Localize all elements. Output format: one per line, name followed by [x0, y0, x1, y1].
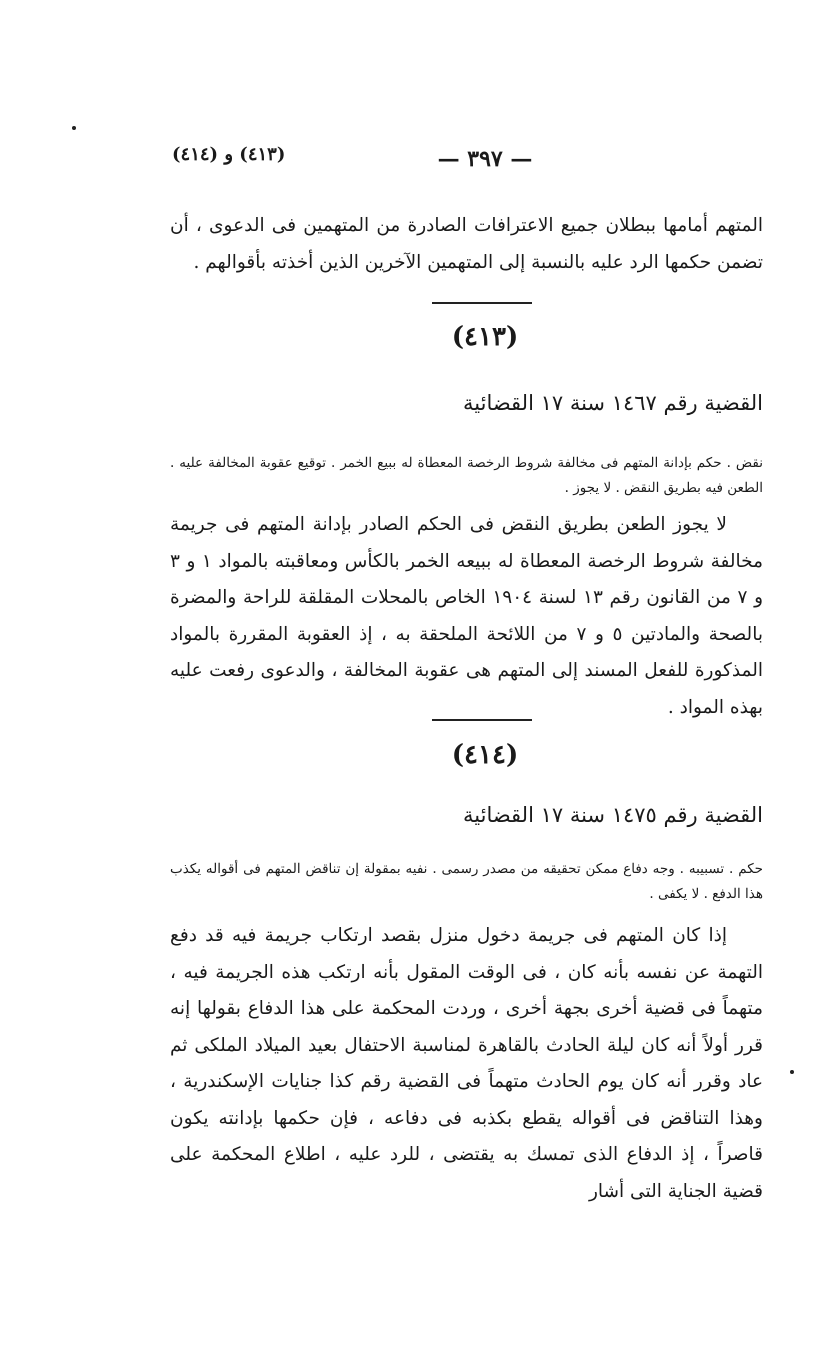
- section-414-summary-block: [170, 857, 763, 907]
- intro-block: [170, 208, 763, 281]
- section-number: (٤١٤): [451, 740, 519, 770]
- speck-mark: [790, 1070, 794, 1074]
- section-divider: [432, 719, 532, 721]
- section-413-summary-block: [170, 451, 763, 501]
- section-413: [170, 388, 763, 418]
- case-body: إذا كان المتهم فى جريمة دخول منزل بقصد ارتكاب جريمة فيه قد دفع التهمة عن نفسه بأنه كان ، فى الوقت المقول بأنه ارتكب هذه الجريمة فيه ، متهماً فى قضية أخرى بجهة أخرى ، وردت المحكمة على هذا الدفاع بقولها إنه قرر أولاً أنه كان ليلة الحادث بالقاهرة لمناسبة الاحتفال بعيد الميلاد الملكى ثم عاد وقرر أنه كان يوم الحادث متهماً فى القضية رقم كذا جنايات الإسكندرية ، وهذا التناقض فى أقواله يقطع بكذبه فى دفاعه ، فإن حكمها بإدانته يكون قاصراً ، إذ الدفاع الذى تمسك به يقتضى ، للرد عليه ، اطلاع المحكمة على قضية الجناية التى أشار: [170, 925, 763, 1202]
- section-414-body-block: [170, 918, 763, 1210]
- header-case-refs: (٤١٣) و (٤١٤): [172, 144, 286, 165]
- section-number: (٤١٣): [451, 322, 519, 352]
- speck-mark: [72, 126, 76, 130]
- case-title: القضية رقم ١٤٦٧ سنة ١٧ القضائية: [463, 391, 763, 415]
- page-number: — ٣٩٧ —: [437, 146, 533, 172]
- case-summary: حكم . تسبيبه . وجه دفاع ممكن تحقيقه من مصدر رسمى . نفيه بمقولة إن تناقض المتهم فى أقواله يكذب هذا الدفع . لا يكفى .: [170, 861, 763, 902]
- case-summary: نقض . حكم بإدانة المتهم فى مخالفة شروط الرخصة المعطاة له ببيع الخمر . توقيع عقوبة المخالفة عليه . الطعن فيه بطريق النقض . لا يجوز .: [170, 455, 763, 496]
- case-title: القضية رقم ١٤٧٥ سنة ١٧ القضائية: [463, 803, 763, 827]
- section-414: [170, 800, 763, 830]
- case-body: لا يجوز الطعن بطريق النقض فى الحكم الصادر بإدانة المتهم فى جريمة مخالفة شروط الرخصة المعطاة له ببيعه الخمر بالكأس ومعاقبته بالمواد ١ و ٣ و ٧ من القانون رقم ١٣ لسنة ١٩٠٤ الخاص بالمحلات المقلقة للراحة والمضرة بالصحة والمادتين ٥ و ٧ من اللائحة الملحقة به ، إذ العقوبة المقررة بالمواد المذكورة للفعل المسند إلى المتهم هى عقوبة المخالفة ، والدعوى رفعت عليه بهذه المواد .: [170, 514, 764, 718]
- section-divider: [432, 302, 532, 304]
- intro-paragraph: المتهم أمامها ببطلان جميع الاعترافات الصادرة من المتهمين فى الدعوى ، أن تضمن حكمها الرد عليه بالنسبة إلى المتهمين الآخرين الذين أخذته بأقوالهم .: [170, 215, 763, 273]
- running-header: [150, 140, 677, 180]
- section-413-body-block: [170, 507, 763, 726]
